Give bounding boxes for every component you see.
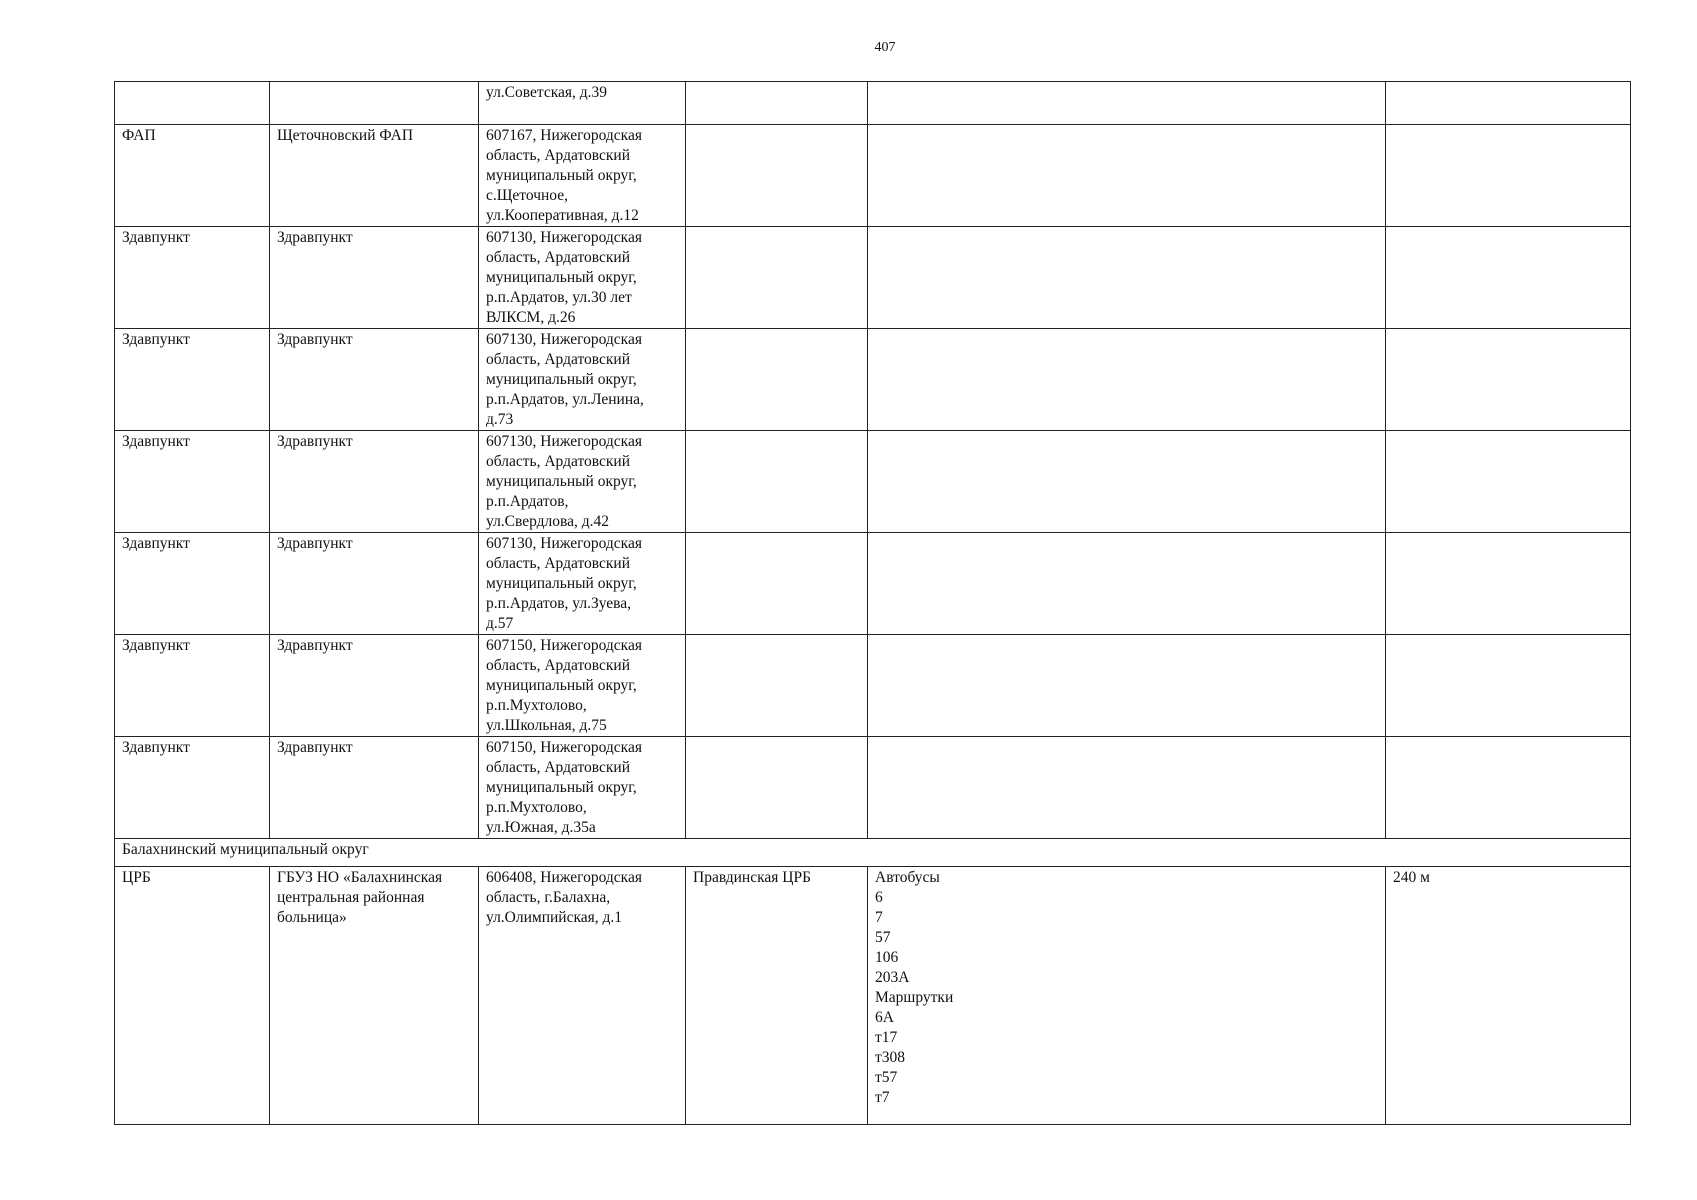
stop-cell: [686, 125, 868, 227]
facility-address-cell: [479, 737, 686, 839]
table-row: [115, 737, 1631, 839]
facility-address-cell: [479, 431, 686, 533]
distance-cell: [1386, 125, 1631, 227]
address-line: с.Щеточное,: [486, 187, 568, 204]
address-line: муниципальный округ,: [486, 473, 637, 490]
facility-type-cell: Здавпункт: [115, 431, 270, 533]
transport-cell: [868, 82, 1386, 125]
facility-address-cell: [479, 227, 686, 329]
table-row: [115, 227, 1631, 329]
facility-address-cell: [479, 125, 686, 227]
facility-type-cell: Здавпункт: [115, 635, 270, 737]
address-line: 607130, Нижегородская: [486, 331, 642, 348]
table-row: [115, 329, 1631, 431]
stop-cell: Правдинская ЦРБ: [686, 867, 868, 1125]
facility-name-cell: Щеточновский ФАП: [270, 125, 479, 227]
address-line: ул.Южная, д.35а: [486, 819, 596, 836]
facility-name-cell: Здравпункт: [270, 533, 479, 635]
facility-name-cell: Здравпункт: [270, 227, 479, 329]
address-line: р.п.Ардатов, ул.Зуева,: [486, 595, 632, 612]
transport-cell: [868, 227, 1386, 329]
name-line: центральная районная: [277, 889, 425, 906]
address-line: ул.Кооперативная, д.12: [486, 207, 639, 224]
address-line: д.73: [486, 411, 514, 428]
facilities-table: [114, 81, 1631, 1125]
table-row: [115, 635, 1631, 737]
facility-address-cell: [479, 533, 686, 635]
facility-address-cell: [479, 635, 686, 737]
transport-line: Автобусы: [875, 869, 940, 886]
stop-cell: [686, 533, 868, 635]
address-line: область, Ардатовский: [486, 555, 630, 572]
facility-type-cell: ФАП: [115, 125, 270, 227]
stop-cell: [686, 737, 868, 839]
facility-name-cell: [270, 867, 479, 1125]
address-line: 607167, Нижегородская: [486, 127, 642, 144]
distance-cell: [1386, 329, 1631, 431]
distance-cell: [1386, 737, 1631, 839]
distance-cell: [1386, 431, 1631, 533]
table-row: [115, 125, 1631, 227]
address-line: муниципальный округ,: [486, 677, 637, 694]
address-line: область, г.Балахна,: [486, 889, 611, 906]
address-line: 607130, Нижегородская: [486, 535, 642, 552]
table-row: [115, 431, 1631, 533]
transport-line: 6: [875, 889, 883, 906]
address-line: муниципальный округ,: [486, 371, 637, 388]
distance-cell: [1386, 227, 1631, 329]
stop-cell: [686, 227, 868, 329]
facility-name-cell: [270, 82, 479, 125]
facility-type-cell: Здавпункт: [115, 533, 270, 635]
address-line: область, Ардатовский: [486, 249, 630, 266]
transport-line: Маршрутки: [875, 989, 954, 1006]
transport-cell: [868, 329, 1386, 431]
address-line: 607150, Нижегородская: [486, 637, 642, 654]
distance-cell: 240 м: [1386, 867, 1631, 1125]
table-row: [115, 533, 1631, 635]
address-line: область, Ардатовский: [486, 759, 630, 776]
facility-type-cell: ЦРБ: [115, 867, 270, 1125]
stop-cell: [686, 431, 868, 533]
address-line: ВЛКСМ, д.26: [486, 309, 576, 326]
address-line: р.п.Мухтолово,: [486, 799, 587, 816]
address-line: д.57: [486, 615, 514, 632]
name-line: больница»: [277, 909, 347, 926]
stop-cell: [686, 329, 868, 431]
address-line: 607150, Нижегородская: [486, 739, 642, 756]
transport-line: т7: [875, 1089, 890, 1106]
address-line: область, Ардатовский: [486, 657, 630, 674]
address-line: ул.Школьная, д.75: [486, 717, 607, 734]
address-line: муниципальный округ,: [486, 779, 637, 796]
facility-type-cell: [115, 82, 270, 125]
facility-address-cell: [479, 82, 686, 125]
transport-line: 6А: [875, 1009, 894, 1026]
address-line: 607130, Нижегородская: [486, 229, 642, 246]
facility-type-cell: Здавпункт: [115, 737, 270, 839]
address-line: муниципальный округ,: [486, 167, 637, 184]
address-line: область, Ардатовский: [486, 147, 630, 164]
district-row: [115, 839, 1631, 867]
facility-name-cell: Здравпункт: [270, 737, 479, 839]
district-title: Балахнинский муниципальный округ: [115, 839, 1631, 867]
facility-address-cell: [479, 867, 686, 1125]
transport-line: 106: [875, 949, 899, 966]
address-line: р.п.Ардатов,: [486, 493, 569, 510]
transport-line: т17: [875, 1029, 898, 1046]
transport-cell: [868, 431, 1386, 533]
address-line: муниципальный округ,: [486, 269, 637, 286]
transport-line: т308: [875, 1049, 906, 1066]
address-line: ул.Свердлова, д.42: [486, 513, 610, 530]
address-line: р.п.Ардатов, ул.30 лет: [486, 289, 632, 306]
transport-cell: [868, 737, 1386, 839]
transport-line: 203А: [875, 969, 910, 986]
table-row: [115, 82, 1631, 125]
address-line: р.п.Мухтолово,: [486, 697, 587, 714]
transport-line: т57: [875, 1069, 898, 1086]
distance-cell: [1386, 82, 1631, 125]
address-line: муниципальный округ,: [486, 575, 637, 592]
stop-cell: [686, 82, 868, 125]
address-line: область, Ардатовский: [486, 351, 630, 368]
transport-cell: [868, 533, 1386, 635]
facility-name-cell: Здравпункт: [270, 329, 479, 431]
table-row: [115, 867, 1631, 1125]
transport-cell: [868, 125, 1386, 227]
address-line: р.п.Ардатов, ул.Ленина,: [486, 391, 644, 408]
facility-name-cell: Здравпункт: [270, 635, 479, 737]
address-line: 607130, Нижегородская: [486, 433, 642, 450]
page-number: 407: [874, 40, 896, 55]
transport-line: 7: [875, 909, 883, 926]
facility-address-cell: [479, 329, 686, 431]
facility-name-cell: Здравпункт: [270, 431, 479, 533]
address-line: 606408, Нижегородская: [486, 869, 642, 886]
address-line: область, Ардатовский: [486, 453, 630, 470]
facility-type-cell: Здавпункт: [115, 227, 270, 329]
transport-cell: [868, 635, 1386, 737]
stop-cell: [686, 635, 868, 737]
transport-line: 57: [875, 929, 891, 946]
distance-cell: [1386, 635, 1631, 737]
address-line: ул.Олимпийская, д.1: [486, 909, 623, 926]
address-line: ул.Советская, д.39: [486, 84, 608, 101]
name-line: ГБУЗ НО «Балахнинская: [277, 869, 443, 886]
facility-type-cell: Здавпункт: [115, 329, 270, 431]
distance-cell: [1386, 533, 1631, 635]
transport-cell: [868, 867, 1386, 1125]
